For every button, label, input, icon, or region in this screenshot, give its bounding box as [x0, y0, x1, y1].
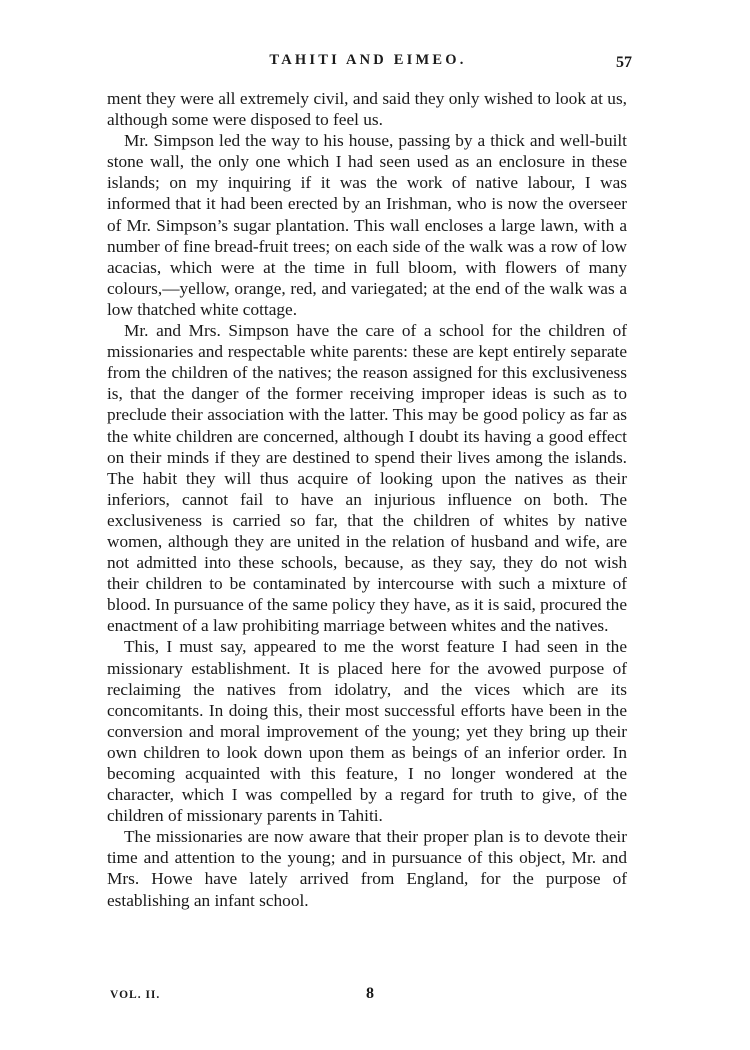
paragraph: This, I must say, appeared to me the worst feature I had seen in the missionary establishment. It is placed here for the avowed purpose of reclaiming the natives from idolatry, and the vices which are its concomitants. In doing this, their most successful efforts have been in the conversion and moral improvement of the young; yet they bring up their own children to look down upon them as beings of an inferior order. In becoming acquainted with this feature, I no longer wondered at the character, which I was compelled by a regard for truth to give, of the children of missionary parents in Tahiti.	[107, 637, 627, 826]
paragraph: Mr. Simpson led the way to his house, passing by a thick and well-built stone wall, the only one which I had seen used as an enclosure in these islands; on my inquiring if it was the work of native labour, I was informed that it had been erected by an Irishman, who is now the overseer of Mr. Simpson’s sugar plantation. This wall encloses a large lawn, with a number of fine bread-fruit trees; on each side of the walk was a row of low acacias, which were at the time in full bloom, with flowers of many colours,—yellow, orange, red, and variegated; at the end of the walk was a low thatched white cottage.	[107, 131, 627, 319]
paragraph: Mr. and Mrs. Simpson have the care of a school for the children of missionaries and respectable white parents: these are kept entirely separate from the children of the natives; the reason assigned for this exclusiveness is, that the danger of the former receiving improper ideas is such as to preclude their association with the latter. This may be good policy as far as the white children are concerned, although I doubt its having a good effect on their minds if they are destined to spend their lives among the islands. The habit they will thus acquire of looking upon the natives as their inferiors, cannot fail to have an injurious influence on both. The exclusiveness is carried so far, that the children of whites by native women, although they are united in the relation of husband and wife, are not admitted into these schools, because, as they say, they do not wish their children to be contaminated by intercourse with such a mixture of blood. In pursuance of the same policy they have, as it is said, procured the enactment of a law prohibiting marriage between whites and the natives.	[107, 321, 627, 636]
volume-label: VOL. II.	[110, 989, 161, 1001]
paragraph-continued: ment they were all extremely civil, and said they only wished to look at us, although some were disposed to feel us.	[107, 89, 627, 130]
page-number: 57	[616, 54, 632, 71]
page-footer	[108, 985, 628, 1007]
running-head	[108, 50, 632, 74]
signature-mark: 8	[366, 985, 374, 1002]
paragraph: The missionaries are now aware that their proper plan is to devote their time and attention to the young; and in pursuance of this object, Mr. and Mrs. Howe have lately arrived from England, for the purpose of establishing an infant school.	[107, 827, 627, 910]
running-head-title: TAHITI AND EIMEO.	[269, 52, 467, 68]
body-text	[107, 88, 627, 911]
